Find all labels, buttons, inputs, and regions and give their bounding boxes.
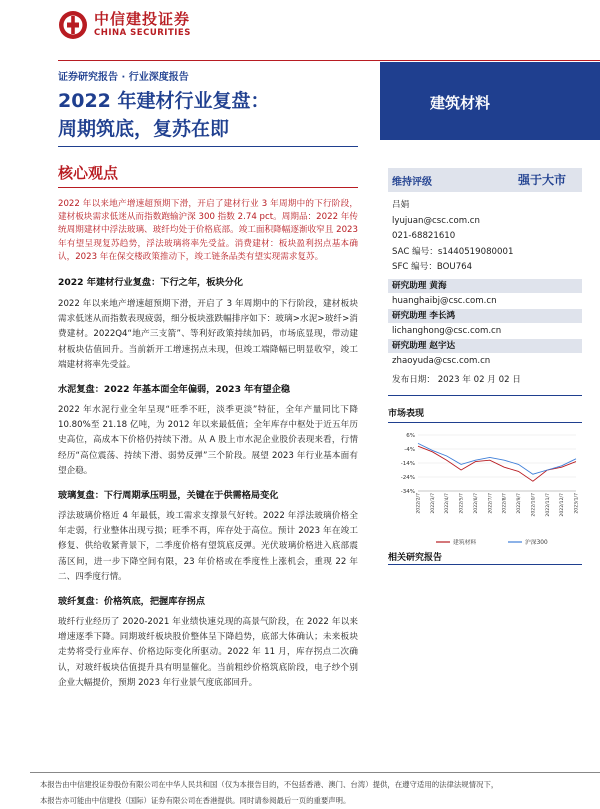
disclaimer-line: 本报告由中信建投证券股份有限公司在中华人民共和国（仅为本报告目的，不包括香港、澳门、台湾）提供，在遵守适用的法律法规情况下， — [40, 780, 499, 789]
y-tick-label: -34% — [400, 488, 415, 495]
brand-logo — [58, 10, 191, 40]
x-tick-label: 2022/8/7 — [502, 492, 508, 514]
x-tick-label: 2023/1/7 — [574, 492, 580, 514]
section-title: 水泥复盘：2022 年基本面全年偏弱，2023 年有望企稳 — [58, 384, 291, 396]
sidebar-divider — [388, 395, 582, 396]
lead-analyst-phone: 021-68821610 — [392, 231, 456, 241]
china-securities-logo-icon — [58, 10, 88, 40]
main-column — [58, 162, 358, 691]
performance-chart-svg — [388, 429, 582, 549]
y-tick-label: 6% — [406, 432, 415, 439]
title-divider — [58, 146, 358, 147]
industry-banner — [380, 62, 600, 140]
assistant-email: huanghaibj@csc.com.cn — [392, 295, 497, 306]
section-title: 玻纤复盘：价格筑底，把握库存拐点 — [58, 596, 205, 608]
brand-name-cn: 中信建投证券 — [94, 10, 191, 28]
x-tick-label: 2022/10/7 — [531, 492, 537, 517]
legend-label: 沪深300 — [525, 539, 548, 546]
report-sidebar — [388, 168, 582, 549]
rating-label: 维持评级 — [392, 177, 432, 188]
rating-value: 强于大市 — [517, 173, 566, 187]
x-tick-label: 2022/4/7 — [445, 492, 451, 514]
y-tick-label: -4% — [404, 446, 415, 453]
x-tick-label: 2022/6/7 — [473, 492, 479, 514]
x-tick-label: 2022/12/7 — [560, 492, 566, 517]
x-tick-label: 2022/5/7 — [459, 492, 465, 514]
x-tick-label: 2022/9/7 — [517, 492, 523, 514]
section-cement — [58, 381, 358, 479]
assistant-label: 研究助理 李长鸿 — [388, 309, 582, 323]
assistant-label: 研究助理 黄海 — [388, 279, 582, 293]
section-fiberglass — [58, 593, 358, 691]
section-body: 2022 年以来地产增速超预期下滑，开启了 3 年周期中的下行阶段，建材板块需求低迷从而指数表现疲弱，细分板块涨跌幅排序如下：玻璃>水泥>玻纤>消费建材。2022Q4“地产三支箭”、等利好政策持续加码，市场底显现，带动建材板块估值回升。当前新开工增速拐点未现，但竣工端降幅已明显收窄，竣工端建材将率先受益。 — [58, 299, 358, 370]
market-performance-divider — [388, 422, 582, 423]
legend-label: 建筑材料 — [453, 539, 477, 546]
core-summary: 2022 年以来地产增速超预期下滑，开启了建材行业 3 年周期中的下行阶段，建材板块需求低迷从而指数跑输沪深 300 指数 2.74 pct。周期品：2022 年传统周期建材中浮法玻璃、玻纤均处于价格底部。竣工面积降幅逐渐收窄且 2023 年有望呈现复苏趋势，浮法玻璃将率先受益。消费建材：板块盈利拐点基本确认，2023 年在保交楼政策推动下，竣工链条品类有望实现需求复苏。 — [58, 199, 358, 262]
section-glass — [58, 487, 358, 585]
lead-analyst-sfc: SFC 编号：BOU764 — [392, 262, 473, 272]
lead-analyst-email: lyujuan@csc.com.cn — [392, 215, 480, 226]
header-divider — [58, 60, 600, 61]
publish-date: 发布日期： 2023 年 02 月 02 日 — [392, 374, 521, 385]
disclaimer-line: 本报告亦可能由中信建投（国际）证券有限公司在香港提供。同时请参阅最后一页的重要声明。 — [40, 796, 351, 805]
lead-analyst-name: 吕娟 — [392, 200, 410, 210]
brand-name-en: CHINA SECURITIES — [94, 28, 191, 38]
section-title: 玻璃复盘：下行周期承压明显，关键在于供需格局变化 — [58, 490, 279, 502]
assistant-block — [388, 339, 582, 369]
rating-bar — [388, 168, 582, 192]
section-body: 浮法玻璃价格近 4 年最低，竣工需求支撑景气好转。2022 年浮法玻璃价格全年走弱，行业整体出现亏损；旺季不再，库存处于高位。预计 2023 年在竣工修复、供给收紧背景下，二季度价格有望筑底反弹。光伏玻璃价格进入底部震荡区间，进一步下降空间有限，23 年价格或在季度性上涨机会，重现 22 年二、四季度行情。 — [58, 511, 358, 582]
market-performance-chart — [388, 429, 582, 549]
report-title-line2: 周期筑底，复苏在即 — [58, 118, 230, 140]
industry-label: 建筑材料 — [429, 94, 490, 112]
report-type-breadcrumb: 证券研究报告 · 行业深度报告 — [58, 72, 189, 83]
core-views-heading: 核心观点 — [58, 164, 119, 182]
assistant-block — [388, 309, 582, 339]
section-body: 玻纤行业经历了 2020-2021 年业绩快速兑现的高景气阶段，在 2022 年以来增速逐季下降。同期玻纤板块股价整体呈下降趋势，底部大体确认；未来板块走势将受行业库存、价格边际变化所驱动。2022 年 11 月，库存拐点二次确认，对玻纤板块估值提升具有明显催化。当前粗纱价格筑底阶段，电子纱个别企业大幅提价，预期 2023 年行业景气度底部回升。 — [58, 617, 358, 688]
assistant-label: 研究助理 赵宇达 — [388, 339, 582, 353]
assistant-email: zhaoyuda@csc.com.cn — [392, 355, 491, 366]
footer-divider — [30, 772, 600, 773]
related-reports-heading: 相关研究报告 — [388, 553, 443, 563]
x-tick-label: 2022/3/7 — [430, 492, 436, 514]
related-reports-divider — [388, 564, 582, 565]
section-overview — [58, 274, 358, 373]
disclaimer-footer — [40, 777, 600, 809]
lead-analyst-block — [388, 198, 582, 276]
series-line — [418, 443, 576, 474]
report-title-line1: 2022 年建材行业复盘： — [58, 90, 270, 112]
assistant-block — [388, 279, 582, 309]
section-title: 2022 年建材行业复盘：下行之年，板块分化 — [58, 277, 243, 289]
x-tick-label: 2022/11/7 — [545, 492, 551, 517]
assistant-email: lichanghong@csc.com.cn — [392, 325, 502, 336]
core-views-divider — [58, 187, 358, 188]
y-tick-label: -14% — [400, 460, 415, 467]
market-performance-heading: 市场表现 — [388, 408, 425, 419]
section-body: 2022 年水泥行业全年呈现“旺季不旺，淡季更淡”特征，全年产量同比下降 10.80%至 21.18 亿吨，为 2012 年以来最低值；全年库存中枢处于近五年历史高位，高成本下价格仍持续下滑。从 A 股上市水泥企业股价表现来看，行情经历“高位震荡、持续下滑、弱势反弹”三个阶段。展望 2023 年行业基本面有望企稳。 — [58, 405, 358, 476]
x-tick-label: 2022/2/7 — [416, 492, 422, 514]
y-tick-label: -24% — [400, 474, 415, 481]
series-line — [418, 446, 576, 481]
report-header — [0, 0, 600, 62]
x-tick-label: 2022/7/7 — [488, 492, 494, 514]
lead-analyst-sac: SAC 编号：s1440519080001 — [392, 246, 514, 257]
